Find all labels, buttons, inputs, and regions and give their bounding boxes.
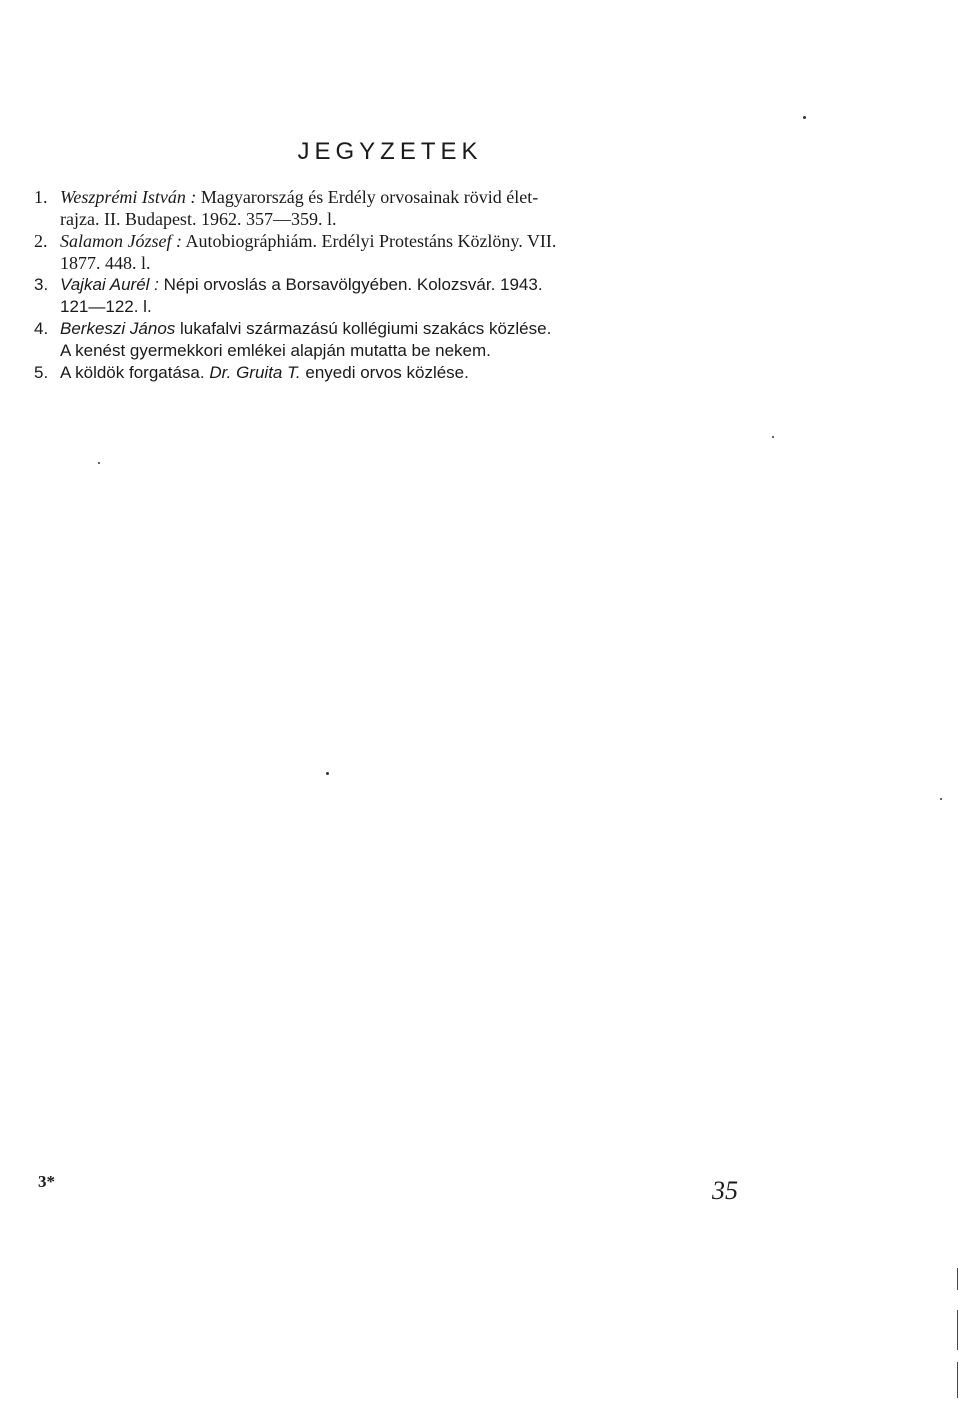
note-text: lukafalvi származású kollégiumi szakács közlése.	[175, 319, 552, 338]
scan-speck	[772, 436, 774, 438]
note-author: Weszprémi István :	[60, 187, 197, 207]
notes-list	[34, 186, 754, 384]
note-item	[34, 318, 754, 362]
note-text: Népi orvoslás a Borsavölgyében. Kolozsvár. 1943.	[158, 275, 543, 294]
note-text-continued: A kenést gyermekkori emlékei alapján mutatta be nekem.	[60, 341, 491, 360]
note-text: A köldök forgatása.	[60, 363, 210, 382]
scan-speck	[940, 798, 942, 800]
note-text-continued: 1877. 448. l.	[60, 253, 151, 273]
scan-edge-mark	[957, 1362, 958, 1398]
note-text: Magyarország és Erdély orvosainak rövid élet-	[196, 187, 539, 207]
scan-edge-mark	[957, 1268, 958, 1290]
note-item	[34, 230, 754, 274]
note-number: 4.	[34, 319, 49, 338]
note-number: 5.	[34, 363, 49, 382]
note-text: Autobiográphiám. Erdélyi Protestáns Közlöny. VII.	[181, 231, 557, 251]
scan-speck	[98, 462, 100, 464]
note-text-continued: 121—122. l.	[60, 297, 152, 316]
note-author: Salamon József :	[60, 231, 182, 251]
note-item	[34, 186, 754, 230]
note-text-continued: rajza. II. Budapest. 1962. 357—359. l.	[60, 209, 337, 229]
scan-speck	[326, 772, 329, 775]
note-author: Vajkai Aurél :	[60, 275, 159, 294]
note-author: Dr. Gruita T.	[209, 363, 301, 382]
note-number: 2.	[34, 231, 48, 251]
note-number: 1.	[34, 187, 48, 207]
scan-speck	[803, 116, 806, 119]
page-title: JEGYZETEK	[297, 138, 483, 165]
note-author: Berkeszi János	[60, 319, 176, 338]
page-number: 35	[712, 1176, 738, 1205]
scan-edge-mark	[957, 1310, 958, 1350]
note-text-continued: enyedi orvos közlése.	[300, 363, 469, 382]
note-item	[34, 274, 754, 318]
note-item	[34, 362, 754, 384]
signature-mark: 3*	[38, 1172, 55, 1191]
note-number: 3.	[34, 275, 49, 294]
